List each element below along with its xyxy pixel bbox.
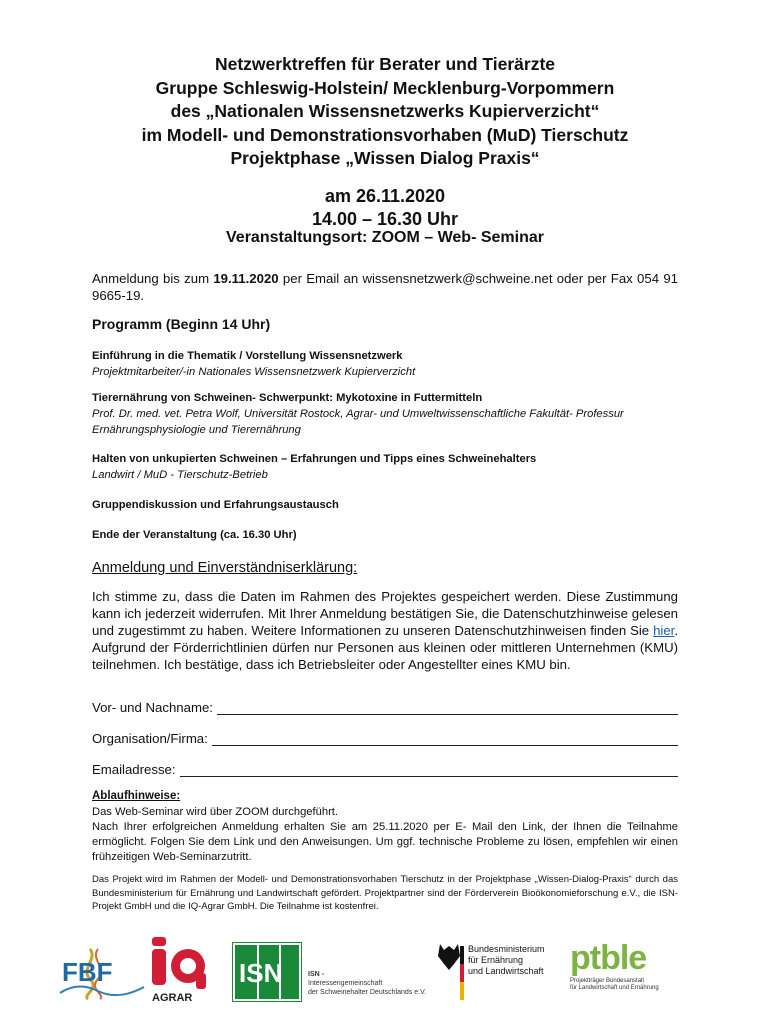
event-date: am 26.11.2020 <box>324 186 446 206</box>
ptble-caption-line: für Landwirtschaft und Ernährung <box>570 985 659 991</box>
ptble-logo <box>570 938 670 978</box>
program-item-speaker: Projektmitarbeiter/-in Nationales Wissensnetzwerk Kupierverzicht <box>92 366 416 378</box>
org-field-line[interactable] <box>212 733 678 746</box>
email-field-line[interactable] <box>180 764 678 777</box>
fbf-logo <box>58 945 148 1000</box>
ablauf-line: Nach Ihrer erfolgreichen Anmeldung erhalten Sie am 25.11.2020 per E- Mail den Link, der Ihnen die Teilnahme ermöglicht. Folgen Sie dem Link und den Anweisungen. Um ggf. technische Probleme zu lösen, empfehlen wir einen frühzeitigen Web-Seminarzutritt. <box>92 821 678 863</box>
program-heading: Programm (Beginn 14 Uhr) <box>92 316 271 332</box>
ablauf-heading: Ablaufhinweise: <box>92 790 181 802</box>
bmel-text <box>468 944 545 977</box>
fbf-logo-graphic <box>58 945 148 1000</box>
name-field-line[interactable] <box>217 702 678 715</box>
bmel-line: und Landwirtschaft <box>468 966 544 976</box>
program-item-title: Gruppendiskussion und Erfahrungsaustausch <box>92 499 339 511</box>
program-item <box>92 527 692 543</box>
name-field-label: Vor- und Nachname: <box>92 700 213 715</box>
registration-prefix: Anmeldung bis zum <box>92 271 214 286</box>
isn-logo <box>232 942 302 1002</box>
isn-caption-line: Interessengemeinschaft <box>308 980 383 987</box>
event-venue: Veranstaltungsort: ZOOM – Web- Seminar <box>226 229 544 246</box>
registration-info <box>92 270 678 304</box>
program-item-speaker: Landwirt / MuD - Tierschutz-Betrieb <box>92 469 268 481</box>
title-line: Projektphase „Wissen Dialog Praxis“ <box>230 148 540 168</box>
email-field[interactable] <box>92 762 678 777</box>
program-item-title: Einführung in die Thematik / Vorstellung Wissensnetzwerk <box>92 350 403 362</box>
funding-note: Das Projekt wird im Rahmen der Modell- und Demonstrationsvorhaben Tierschutz in der Projektphase „Wissen-Dialog-Praxis“ durch das Bundesministerium für Ernährung und Landwirtschaft gefördert. Projektpartner sind der Förderverein Bioökonomieforschung e.V., die ISN-Projekt GmbH und die IQ-Agrar GmbH. Die Teilnahme ist kostenfrei. <box>92 874 678 912</box>
name-field[interactable] <box>92 700 678 715</box>
iq-agrar-logo-graphic <box>150 935 212 1003</box>
ablauf-text <box>92 805 678 865</box>
isn-logo-graphic <box>232 942 302 1002</box>
email-field-label: Emailadresse: <box>92 762 176 777</box>
ablauf-line: Das Web-Seminar wird über ZOOM durchgeführt. <box>92 806 339 818</box>
title-line: des „Nationalen Wissensnetzwerks Kupierverzicht“ <box>170 101 600 121</box>
program-item <box>92 348 692 380</box>
program-item <box>92 390 692 438</box>
eagle-icon <box>432 940 466 1000</box>
consent-text-after: . Aufgrund der Förderrichtlinien dürfen nur Personen aus kleinen oder mittleren Unternehmen (KMU) teilnehmen. Ich bestätige, dass ich Betriebsleiter oder Angestellter eines KMU bin. <box>92 623 678 672</box>
isn-logo-text: ISN <box>239 958 283 988</box>
title-line: im Modell- und Demonstrationsvorhaben (MuD) Tierschutz <box>141 124 629 145</box>
bmel-line: Bundesministerium <box>468 944 545 954</box>
program-item-title: Halten von unkupierten Schweinen – Erfahrungen und Tipps eines Schweinehalters <box>92 453 537 465</box>
isn-caption-line: der Schweinehalter Deutschlands e.V. <box>308 989 427 996</box>
isn-caption <box>308 970 426 997</box>
program-item-speaker: Prof. Dr. med. vet. Petra Wolf, Universität Rostock, Agrar- und Umweltwissenschaftliche Fakultät- Professur Ernährungsphysiologie und Tierernährung <box>92 408 624 436</box>
bmel-logo <box>432 940 466 1000</box>
document-title <box>60 53 710 171</box>
program-item <box>92 451 692 483</box>
privacy-link[interactable]: hier <box>653 623 675 638</box>
fbf-logo-text: FBF <box>62 957 113 987</box>
iq-agrar-sub: AGRAR <box>152 992 193 1003</box>
consent-text <box>92 588 678 673</box>
ptble-caption <box>570 978 659 992</box>
program-item-title: Tierernährung von Schweinen- Schwerpunkt: Mykotoxine in Futtermitteln <box>92 392 483 404</box>
title-line: Gruppe Schleswig-Holstein/ Mecklenburg-Vorpommern <box>155 77 615 98</box>
iq-agrar-logo <box>150 935 212 1003</box>
program-item <box>92 497 692 513</box>
title-line: Netzwerktreffen für Berater und Tierärzte <box>214 54 556 74</box>
ptble-logo-text: ptble <box>570 939 647 977</box>
isn-caption-line: ISN - <box>308 971 324 978</box>
consent-text-before: Ich stimme zu, dass die Daten im Rahmen des Projektes gespeichert werden. Diese Zustimmung kann ich jederzeit widerrufen. Mit Ihrer Anmeldung bestätigen Sie, die Datenschutzhinweise gelesen und zugestimmt zu haben. Weitere Informationen zu unseren Datenschutzhinweisen finden Sie <box>92 589 678 638</box>
event-time: 14.00 – 16.30 Uhr <box>311 209 459 229</box>
program-item-title: Ende der Veranstaltung (ca. 16.30 Uhr) <box>92 529 297 541</box>
consent-heading: Anmeldung und Einverständniserklärung: <box>92 560 358 576</box>
registration-deadline: 19.11.2020 <box>213 271 279 286</box>
registration-suffix: per Email an wissensnetzwerk@schweine.net oder per Fax 054 91 9665-19. <box>92 271 679 303</box>
ptble-caption-line: Projektträger Bundesanstalt <box>570 978 645 984</box>
org-field-label: Organisation/Firma: <box>92 731 208 746</box>
org-field[interactable] <box>92 731 678 746</box>
bmel-line: für Ernährung <box>468 955 524 965</box>
event-datetime <box>60 185 710 231</box>
